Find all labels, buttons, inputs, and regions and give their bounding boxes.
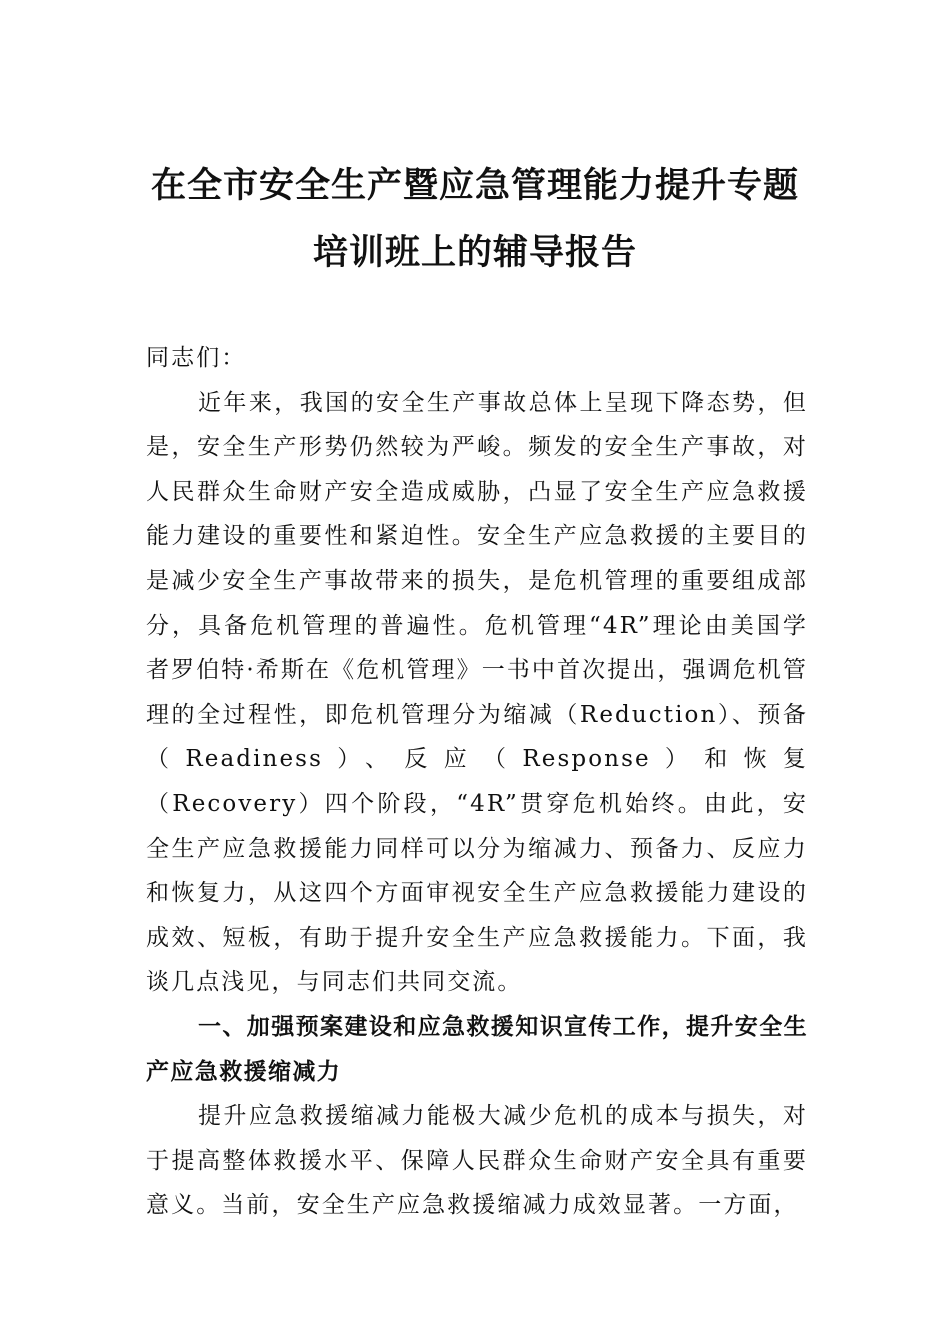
salutation: 同志们： (146, 345, 247, 371)
section-heading-1: 一、加强预案建设和应急救援知识宣传工作，提升安全生产应急救援缩减力 (146, 1013, 808, 1085)
paragraph-section-1: 提升应急救援缩减力能极大减少危机的成本与损失，对于提高整体救援水平、保障人民群众生命财产安全具有重要意义。当前，安全生产应急救援缩减力成效显著。一方面， (146, 1103, 808, 1219)
document-title-line-2: 培训班上的辅导报告 (312, 232, 637, 273)
document-title-line-1: 在全市安全生产暨应急管理能力提升专题 (150, 165, 799, 206)
paragraph-introduction: 近年来，我国的安全生产事故总体上呈现下降态势，但是，安全生产形势仍然较为严峻。频发的安全生产事故，对人民群众生命财产安全造成威胁，凸显了安全生产应急救援能力建设的重要性和紧迫性。安全生产应急救援的主要目的是减少安全生产事故带来的损失，是危机管理的重要组成部分，具备危机管理的普遍性。危机管理“4R”理论由美国学者罗伯特·希斯在《危机管理》一书中首次提出，强调危机管理的全过程性，即危机管理分为缩减（Reduction）、预备（Readiness）、反应（Response）和恢复（Recovery）四个阶段，“4R”贯穿危机始终。由此，安全生产应急救援能力同样可以分为缩减力、预备力、反应力和恢复力，从这四个方面审视安全生产应急救援能力建设的成效、短板，有助于提升安全生产应急救援能力。下面，我谈几点浅见，与同志们共同交流。 (146, 389, 809, 996)
document-body (146, 336, 808, 1228)
